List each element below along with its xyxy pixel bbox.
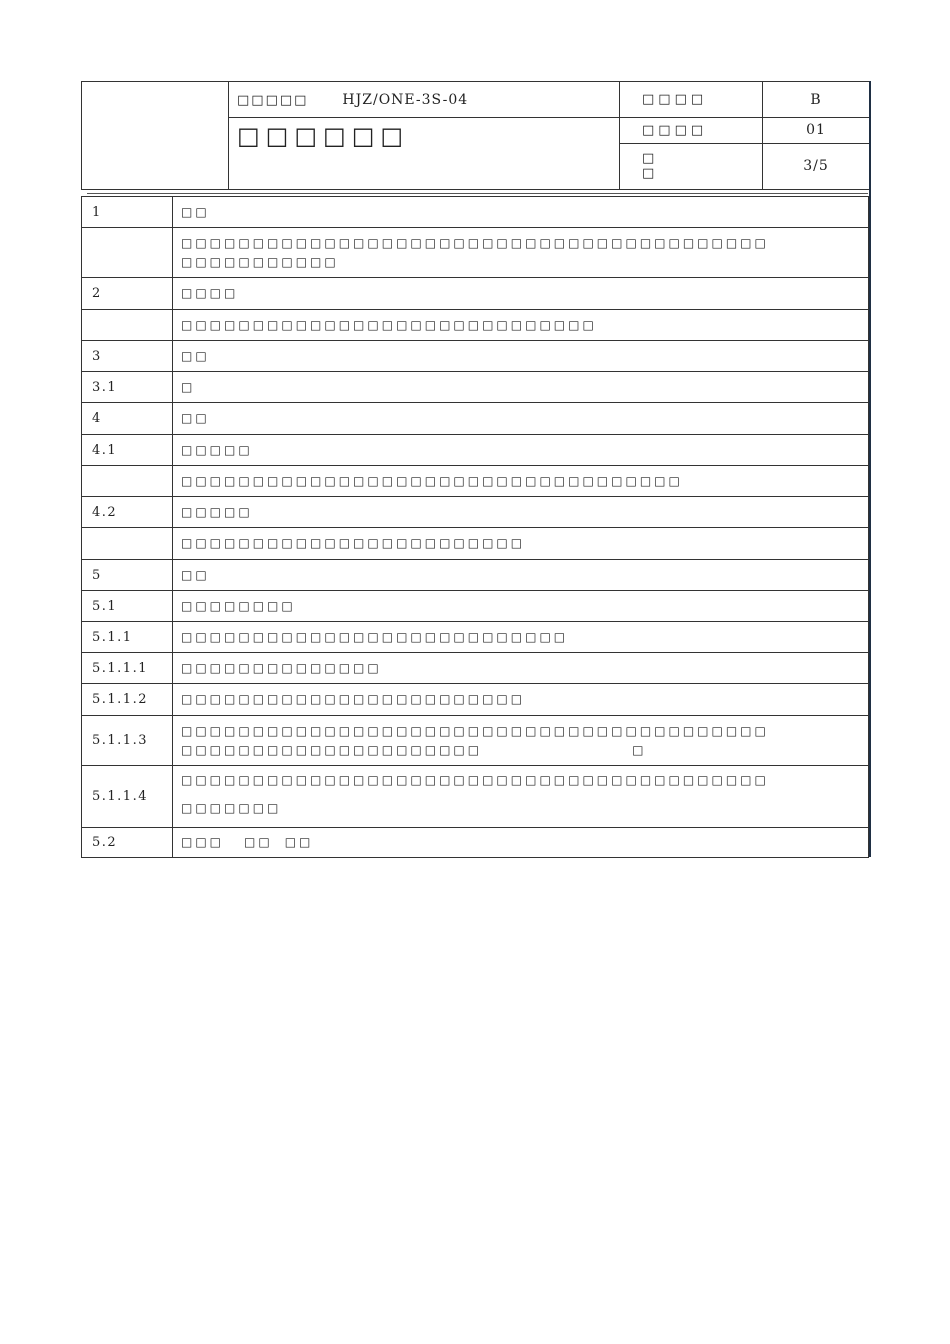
text-line: □□□□□□□□□□□□□□□□□□□□□□□□□□□□□ <box>181 317 597 332</box>
text-line: □□□□□□□ <box>181 800 282 815</box>
text-line: □□ <box>181 411 210 425</box>
section-number: 5.1 <box>82 591 173 622</box>
section-text <box>173 528 869 560</box>
table-row <box>82 372 869 403</box>
section-text <box>173 341 869 372</box>
text-line: □□□□□ <box>181 442 253 457</box>
text-line: □□□□□□□□□□□□□□□□□□□□□□□□□□□□□□□□□□□□□□□□□ <box>181 723 769 738</box>
procedure-table <box>81 196 869 858</box>
section-text <box>173 622 869 653</box>
section-text <box>173 403 869 435</box>
table-row <box>82 497 869 528</box>
text-line: □□ <box>181 567 210 582</box>
section-text <box>173 766 869 828</box>
text-line: □ <box>181 379 196 394</box>
table-row <box>82 197 869 228</box>
table-row <box>82 228 869 278</box>
table-row <box>82 766 869 828</box>
table-row <box>82 278 869 310</box>
text-part: □□ <box>284 835 314 849</box>
page-edge-bar <box>869 81 871 857</box>
revision-label: □□□□ <box>620 118 763 144</box>
text-line <box>181 741 860 760</box>
section-number: 5.1.1.2 <box>82 684 173 716</box>
section-number: 5.1.1.3 <box>82 716 173 766</box>
section-text <box>173 653 869 684</box>
section-number <box>82 310 173 341</box>
text-line: □□□□□□□□□□□□□□□□□□□□□□□□□□□□□□□□□□□ <box>181 473 683 488</box>
section-text <box>173 310 869 341</box>
section-number: 2 <box>82 278 173 310</box>
revision-value: 01 <box>763 118 870 144</box>
document-number <box>229 82 620 118</box>
document-number-label: □□□□□ <box>237 92 309 108</box>
text-line: □□□□□□□□□□□□□□□□□□□□□□□□□□□□□□□□□□□□□□□□□ <box>181 235 769 250</box>
table-row <box>82 828 869 858</box>
section-number: 5.2 <box>82 828 173 858</box>
document-number-value: HJZ/ONE-3S-04 <box>342 91 469 108</box>
table-row <box>82 560 869 591</box>
version-label: □□□□ <box>620 82 763 118</box>
header-divider <box>87 193 868 194</box>
text-line: □□ <box>181 204 210 219</box>
text-line: □□□□□□□□□□□□□□ <box>181 660 382 675</box>
section-number: 4.1 <box>82 435 173 466</box>
table-row <box>82 528 869 560</box>
table-row <box>82 716 869 766</box>
text-line: □□□□□□□□□□□ <box>181 254 339 269</box>
section-text <box>173 684 869 716</box>
section-text <box>173 716 869 766</box>
table-row <box>82 341 869 372</box>
section-text <box>173 560 869 591</box>
section-text <box>173 435 869 466</box>
text-line: □□ <box>181 348 210 363</box>
section-number: 4.2 <box>82 497 173 528</box>
table-row <box>82 435 869 466</box>
section-text <box>173 228 869 278</box>
section-text <box>173 497 869 528</box>
section-number: 3.1 <box>82 372 173 403</box>
section-text <box>173 466 869 497</box>
document-title: □□□□□□ <box>229 118 620 190</box>
section-number: 4 <box>82 403 173 435</box>
section-text <box>173 372 869 403</box>
section-text <box>173 197 869 228</box>
text-part: □□□ <box>181 835 225 849</box>
section-number: 5.1.1.4 <box>82 766 173 828</box>
page-label <box>620 143 763 190</box>
page-value: 3/5 <box>763 143 870 190</box>
text-line: □□□□□□□□ <box>181 598 296 613</box>
table-row <box>82 653 869 684</box>
table-row <box>82 310 869 341</box>
section-text <box>173 828 869 858</box>
text-line: □□□□□□□□□□□□□□□□□□□□□□□□ <box>181 692 526 706</box>
table-row <box>82 684 869 716</box>
section-number: 5.1.1 <box>82 622 173 653</box>
section-number: 3 <box>82 341 173 372</box>
section-number: 5.1.1.1 <box>82 653 173 684</box>
version-value: B <box>763 82 870 118</box>
text-line: □□□□□□□□□□□□□□□□□□□□□□□□ <box>181 536 526 550</box>
document-header <box>81 81 870 190</box>
table-row <box>82 466 869 497</box>
table-row <box>82 403 869 435</box>
text-line: □□□□ <box>181 286 239 300</box>
section-text <box>173 278 869 310</box>
table-row <box>82 622 869 653</box>
page-label-second: □ <box>642 166 655 182</box>
section-number: 5 <box>82 560 173 591</box>
text-part: □□ <box>244 835 273 849</box>
text-line-part: □□□□□□□□□□□□□□□□□□□□□ <box>181 742 483 757</box>
text-line: □□□□□ <box>181 504 253 519</box>
section-number <box>82 466 173 497</box>
trailing-mark: □ <box>632 742 647 757</box>
text-line: □□□□□□□□□□□□□□□□□□□□□□□□□□□ <box>181 629 569 644</box>
section-number <box>82 228 173 278</box>
section-number: 1 <box>82 197 173 228</box>
page-label-first: □ <box>642 151 655 167</box>
section-number <box>82 528 173 560</box>
text-line: □□□□□□□□□□□□□□□□□□□□□□□□□□□□□□□□□□□□□□□□□ <box>181 772 769 787</box>
section-text <box>173 591 869 622</box>
logo-area <box>82 82 229 190</box>
table-row <box>82 591 869 622</box>
